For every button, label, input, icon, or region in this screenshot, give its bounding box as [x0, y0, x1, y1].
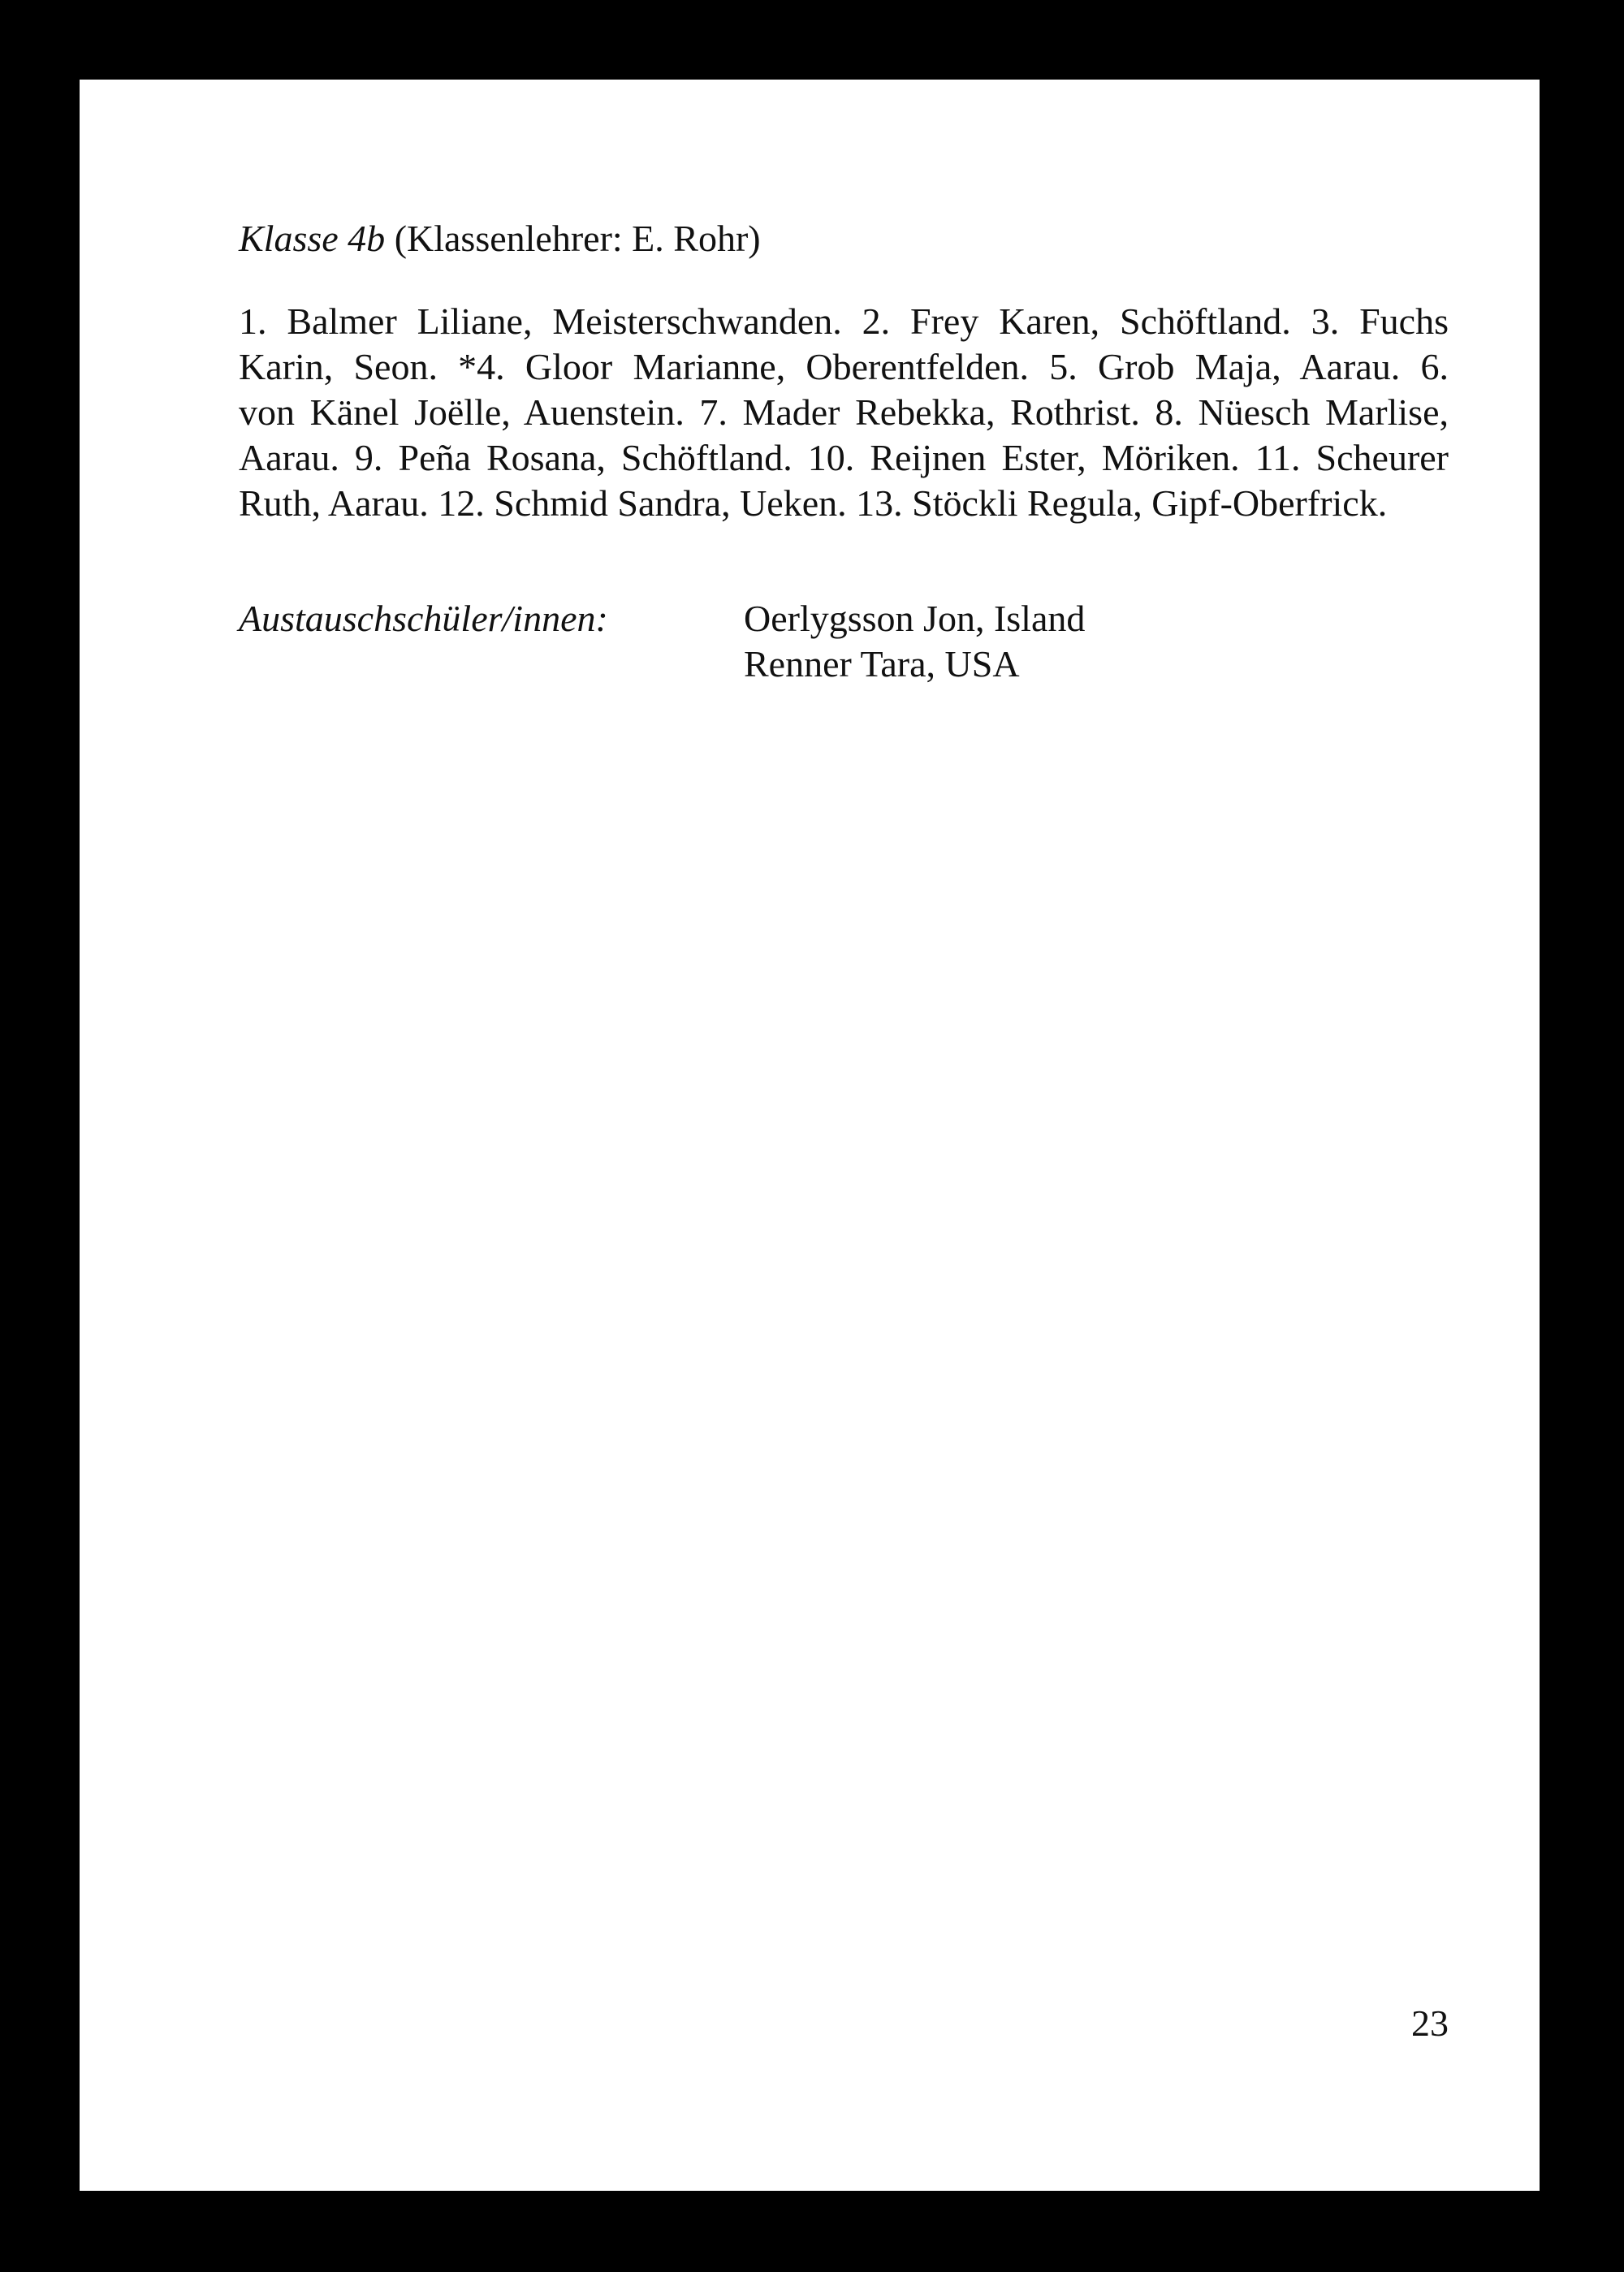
student-list-line: von Känel Joëlle, Auenstein. 7. Mader Rebekka, Rothrist. 8. Nüesch Marlise,	[239, 391, 1449, 433]
student-list	[239, 299, 1449, 526]
page-number: 23	[1411, 2002, 1449, 2044]
student-list-line: Aarau. 9. Peña Rosana, Schöftland. 10. Reijnen Ester, Möriken. 11. Scheurer	[239, 437, 1449, 478]
exchange-students-label: Austauschschüler/innen:	[239, 598, 608, 639]
exchange-student: Renner Tara, USA	[744, 643, 1020, 685]
document-page	[80, 80, 1540, 2191]
student-list-line: 1. Balmer Liliane, Meisterschwanden. 2. Frey Karen, Schöftland. 3. Fuchs	[239, 300, 1449, 342]
class-label: Klasse 4b	[239, 218, 386, 259]
exchange-students-list	[744, 596, 1085, 687]
exchange-student: Oerlygsson Jon, Island	[744, 598, 1086, 639]
teacher-label: (Klassenlehrer: E. Rohr)	[394, 218, 761, 259]
class-heading	[239, 216, 761, 261]
student-list-line: Ruth, Aarau. 12. Schmid Sandra, Ueken. 13. Stöckli Regula, Gipf-Oberfrick.	[239, 482, 1388, 524]
student-list-line: Karin, Seon. *4. Gloor Marianne, Oberentfelden. 5. Grob Maja, Aarau. 6.	[239, 346, 1449, 387]
